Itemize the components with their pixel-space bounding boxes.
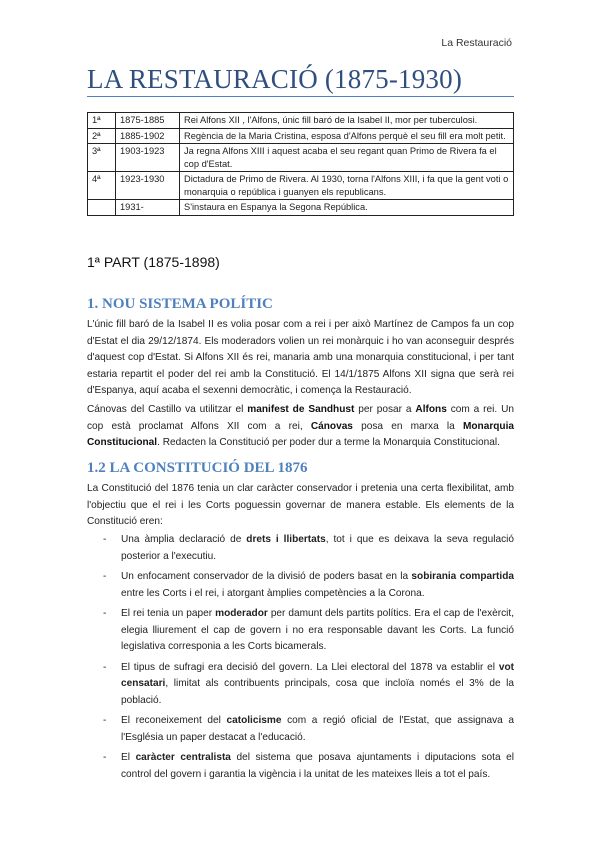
dash-bullet: - xyxy=(103,752,107,763)
constitution-elements-list xyxy=(87,532,514,787)
bold-term: catolicisme xyxy=(226,715,282,726)
row-number: 2ª xyxy=(88,128,116,144)
section1-paragraph-1: L'únic fill baró de la Isabel II es volia posar com a rei i per això Martínez de Campos fa un cop d'Estat el dia 29/12/1874. Els moderadors volien un rei monàrquic i ho van aconseguir després d'aquest cop d'Estat. Si Alfons XII és rei, manaria amb una monarquia constitucional, i per tant estaria repartit el poder del rei amb la Constitució. El 14/1/1875 Alfons XII signa que serà rei d'Espanya, aquí acaba el sexenni democràtic, i comença la Restauració. xyxy=(87,319,514,396)
list-item: - Una àmplia declaració de drets i llibertats, tot i que es deixava la seva regulació posterior a l'executiu. xyxy=(103,534,514,562)
dash-bullet: - xyxy=(103,534,107,545)
text-run: per posar a xyxy=(354,404,416,415)
table-row xyxy=(88,144,514,172)
list-item: - El tipus de sufragi era decisió del govern. La Llei electoral del 1878 va establir el vot censatari, limitat als contribuents principals, cosa que incloïa només el 3% de la població. xyxy=(103,661,514,706)
table-row xyxy=(88,113,514,129)
timeline-table xyxy=(87,112,514,216)
table-row xyxy=(88,200,514,216)
row-description: Ja regna Alfons XIII i aquest acaba el seu regant quan Primo de Rivera fa el cop d'Estat. xyxy=(180,144,514,172)
bold-term: Monarquia Constitucional xyxy=(87,420,514,448)
list-item: - Un enfocament conservador de la divisió de poders basat en la sobirania compartida entre les Corts i el rei, i atorgant àmplies competències a la Corona. xyxy=(103,571,514,599)
table-row xyxy=(88,128,514,144)
dash-bullet: - xyxy=(103,571,107,582)
bold-term: Alfons xyxy=(415,404,447,415)
running-header: La Restauració xyxy=(441,37,512,49)
table-row xyxy=(88,172,514,200)
list-item: - El reconeixement del catolicisme com a regió oficial de l'Estat, que assignava a l'Església un paper destacat a l'educació. xyxy=(103,715,514,743)
row-description: Regència de la Maria Cristina, esposa d'Alfons perquè el seu fill era molt petit. xyxy=(180,128,514,144)
list-item: - El caràcter centralista del sistema que posava ajuntaments i diputacions sota el control del govern i garantia la vigència i la unitat de les mateixes lleis a tot el país. xyxy=(103,752,514,780)
list-item: - El rei tenia un paper moderador per damunt dels partits polítics. Era el cap de l'exèrcit, elegia lliurement el cap de govern i no era responsable davant les Corts. La funció legislativa corresponia a les Corts bicamerals. xyxy=(103,608,514,652)
title-underline xyxy=(87,96,514,97)
section2-intro: La Constitució del 1876 tenia un clar caràcter conservador i pretenia una certa flexibilitat, amb l'objectiu que el rei i les Corts poguessin governar de manera estable. Els elements de la Constitució eren: xyxy=(87,483,514,527)
row-period: 1903-1923 xyxy=(116,144,180,172)
row-number: 1ª xyxy=(88,113,116,129)
part-heading: 1ª PART (1875-1898) xyxy=(87,254,220,270)
bold-term: vot censatari xyxy=(121,661,514,689)
bold-term: sobirania compartida xyxy=(411,571,514,582)
page-title: LA RESTAURACIÓ (1875-1930) xyxy=(87,64,463,94)
text-run: posa en marxa la xyxy=(352,420,463,432)
dash-bullet: - xyxy=(103,661,107,673)
row-description: S'instaura en Espanya la Segona República. xyxy=(180,200,514,216)
bold-term: caràcter centralista xyxy=(135,752,231,763)
row-description: Dictadura de Primo de Rivera. Al 1930, torna l'Alfons XIII, i fa que la gent voti o monarquia o república i guanyen els republicans. xyxy=(180,172,514,200)
bold-term: moderador xyxy=(215,608,268,619)
row-number: 4ª xyxy=(88,172,116,200)
section-heading-constitucio: 1.2 LA CONSTITUCIÓ DEL 1876 xyxy=(87,460,308,476)
dash-bullet: - xyxy=(103,715,107,726)
bold-term: manifest de Sandhust xyxy=(247,404,355,415)
row-number xyxy=(88,200,116,216)
row-period: 1885-1902 xyxy=(116,128,180,144)
row-period: 1931- xyxy=(116,200,180,216)
text-run: Cánovas del Castillo va utilitzar el xyxy=(87,404,248,415)
text-run: com a rei. Un cop està proclamat Alfons XII com a rei, xyxy=(87,404,515,432)
dash-bullet: - xyxy=(103,608,107,619)
bold-term: Cánovas xyxy=(310,420,353,432)
row-description: Rei Alfons XII , l'Alfons, únic fill baró de la Isabel II, mor per tuberculosi. xyxy=(180,113,514,129)
text-run: . Redacten la Constitució per poder dur a terme la Monarquia Constitucional. xyxy=(157,437,500,448)
row-number: 3ª xyxy=(88,144,116,172)
bold-term: drets i llibertats xyxy=(246,534,326,545)
section-heading-nou-sistema: 1. NOU SISTEMA POLÍTIC xyxy=(87,296,273,312)
section1-paragraph-2 xyxy=(87,402,514,452)
row-period: 1875-1885 xyxy=(116,113,180,129)
row-period: 1923-1930 xyxy=(116,172,180,200)
